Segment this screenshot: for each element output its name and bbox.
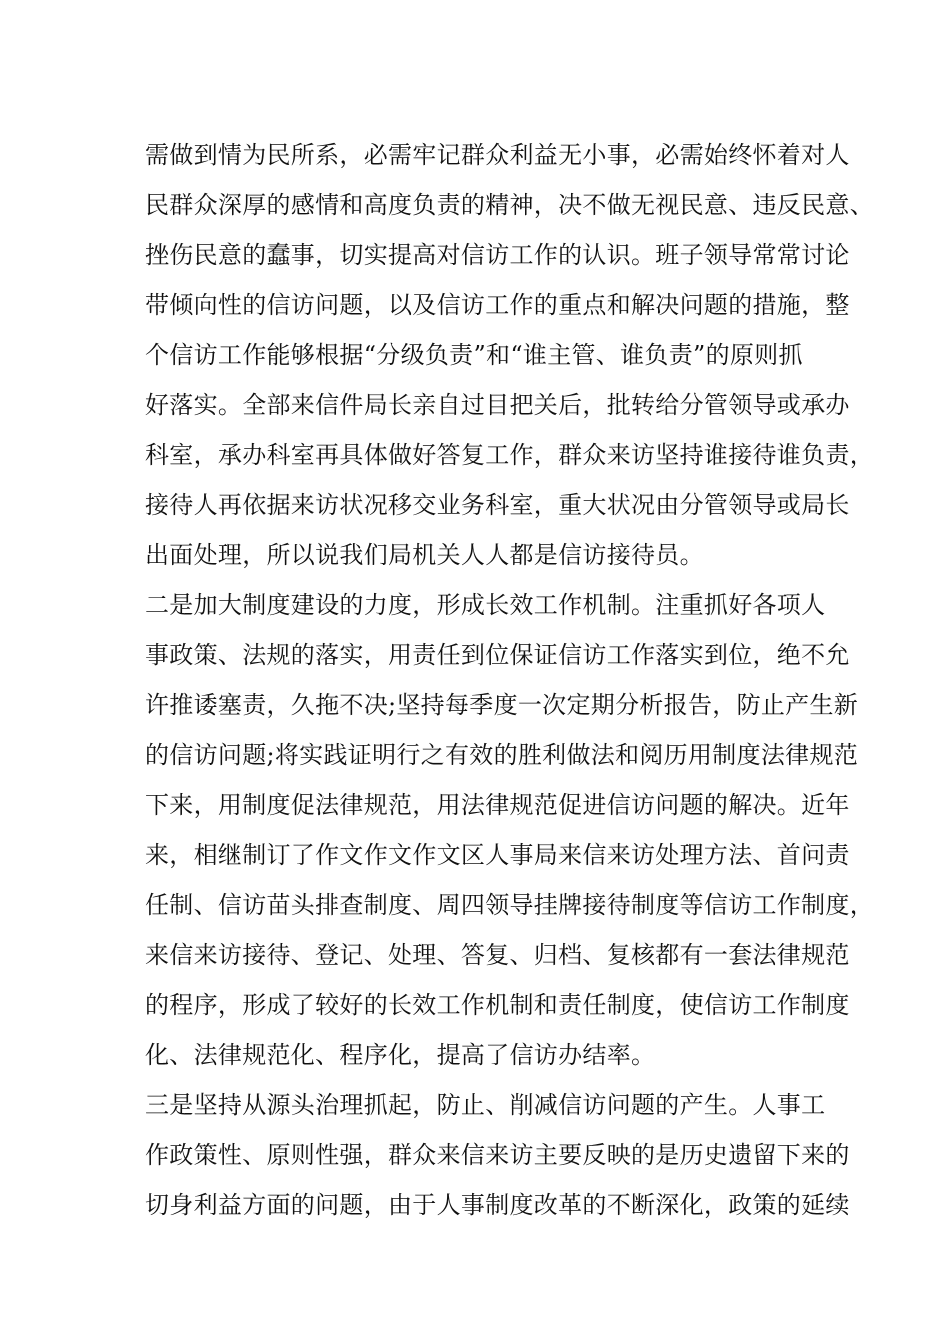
text-line: 好落实。全部来信件局长亲自过目把关后，批转给分管领导或承办 [145,391,850,419]
text-line: 来，相继制订了作文作文作文区人事局来信来访处理方法、首问责 [145,841,850,869]
body-text [145,130,874,1230]
text-line: 来信来访接待、登记、处理、答复、归档、复核都有一套法律规范 [145,941,850,969]
text-line: 需做到情为民所系，必需牢记群众利益无小事，必需始终怀着对人 [145,141,850,169]
text-line: 挫伤民意的蠢事，切实提高对信访工作的认识。班子领导常常讨论 [145,241,850,269]
text-line: 化、法律规范化、程序化，提高了信访办结率。 [145,1041,656,1069]
text-line: 下来，用制度促法律规范，用法律规范促进信访问题的解决。近年 [145,791,850,819]
text-line: 科室，承办科室再具体做好答复工作，群众来访坚持谁接待谁负责， [145,441,874,469]
text-line: 出面处理，所以说我们局机关人人都是信访接待员。 [145,541,704,569]
text-line: 任制、信访苗头排查制度、周四领导挂牌接待制度等信访工作制度， [145,891,874,919]
text-line: 二是加大制度建设的力度，形成长效工作机制。注重抓好各项人 [145,591,826,619]
text-line: 许推诿塞责，久拖不决;坚持每季度一次定期分析报告，防止产生新 [145,691,859,719]
text-line: 接待人再依据来访状况移交业务科室，重大状况由分管领导或局长 [145,491,850,519]
text-line: 的信访问题;将实践证明行之有效的胜利做法和阅历用制度法律规范 [145,741,859,769]
text-line: 民群众深厚的感情和高度负责的精神，决不做无视民意、违反民意、 [145,191,874,219]
text-line: 三是坚持从源头治理抓起，防止、削减信访问题的产生。人事工 [145,1091,826,1119]
text-line: 的程序，形成了较好的长效工作机制和责任制度，使信访工作制度 [145,991,850,1019]
text-line: 作政策性、原则性强，群众来信来访主要反映的是历史遗留下来的 [145,1141,850,1169]
text-line: 个信访工作能够根据“分级负责”和“谁主管、谁负责”的原则抓 [145,341,803,369]
text-line: 切身利益方面的问题，由于人事制度改革的不断深化，政策的延续 [145,1191,850,1219]
text-line: 事政策、法规的落实，用责任到位保证信访工作落实到位，绝不允 [145,641,850,669]
text-line: 带倾向性的信访问题，以及信访工作的重点和解决问题的措施，整 [145,291,850,319]
